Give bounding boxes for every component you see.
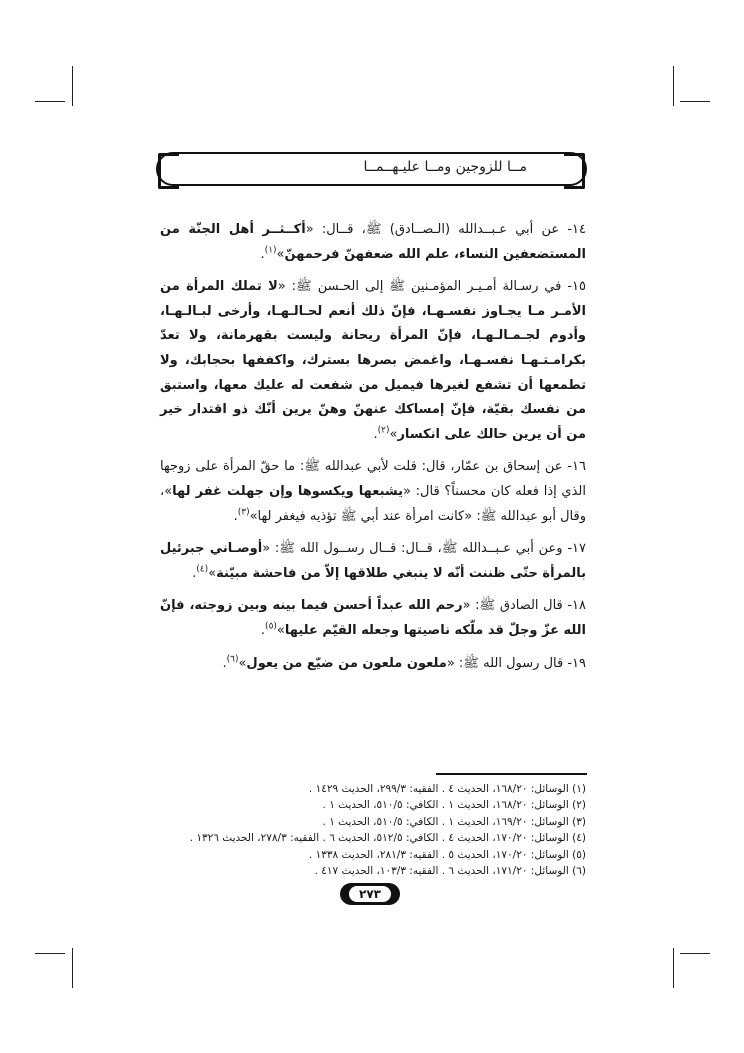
footnote-ref: (٣) xyxy=(237,507,250,518)
hadith-paragraph xyxy=(160,275,586,447)
hadith-quote: أوصـاني جبرئيل بالمرأة حتّى ظننت أنّه لا ينبغي طلاقها إلاّ من فاحشة مبيّنة xyxy=(160,541,586,581)
footnote-item: (٤) الوسائل: ١٧٠/٢٠، الحديث ٤ . الكافي: ٥١٢/٥، الحديث ٦ . الفقيه: ٢٧٨/٣، الحديث ١٣٢٦ . xyxy=(189,832,586,845)
hadith-tail: » xyxy=(276,622,285,638)
hadith-lead: قال الصادق ﷺ: « xyxy=(462,598,568,614)
hadith-end: . xyxy=(373,426,378,442)
footnote-item: (٥) الوسائل: ١٧٠/٢٠، الحديث ٥ . الفقيه: ٢٨١/٣، الحديث ١٣٣٨ . xyxy=(308,848,586,861)
hadith-lead: وعن أبي عـبــدالله ﷺ، قــال: قــال رســول الله ﷺ: « xyxy=(262,541,568,557)
hadith-lead: في رسـالة أمـيـر المؤمـنين ﷺ إلى الحـسن ﷺ: « xyxy=(277,279,568,295)
crop-mark xyxy=(72,66,73,106)
hadith-quote: يشبعها ويكسوها وإن جهلت غفر لها xyxy=(172,483,404,499)
hadith-end: . xyxy=(260,622,266,638)
hadith-lead: عن إسحاق بن عمّار، قال: قلت لأبي عبدالله ﷺ: ما حقّ المرأة على زوجها الذي إذا فعله كان محسناً؟ قال: « xyxy=(160,459,587,499)
footnote-ref: (٦) xyxy=(226,654,239,665)
hadith-quote: لا تملك المرأة من الأمـر مـا يجـاوز نفسـهـا، فإنّ ذلك أنعم لحـالـهـا، وأرخى لبـالـهـا، وأدوم لجـمـالـهـا، فإنّ المرأة ريحانة وليست بقهرمانة، ولا تعدّ بكرامـتـهـا نفسـهـا، واغمض بصرها بسترك، واكففها بحجابك، ولا تطمعها أن تشفع لغيرها فيميل من شفعت له عليك معها، واستبق من نفسك بقيّة، فإنّ إمساكك عنهنّ وهنّ يرين أنّك ذو اقتدار خير من أن يرين حالك على انكسار xyxy=(160,279,586,442)
page-number-badge xyxy=(340,883,400,905)
body-text xyxy=(160,218,586,684)
footnote-item: (٦) الوسائل: ١٧١/٢٠، الحديث ٦ . الفقيه: ١٠٣/٣، الحديث ٤١٧ . xyxy=(314,865,586,878)
hadith-tail: » xyxy=(208,565,217,581)
footnote-ref: (٥) xyxy=(265,621,277,632)
hadith-paragraph xyxy=(160,652,586,677)
hadith-number: ١٥- xyxy=(567,279,586,295)
hadith-quote: أكــثــر أهل الجنّة من المستضعفين النساء، علم الله ضعفهنّ فرحمهنّ xyxy=(160,222,586,262)
hadith-lead: عن أبي عـبــدالله (الـصــادق) ﷺ، قــال: « xyxy=(305,222,568,237)
footnote-ref: (١) xyxy=(264,245,277,256)
hadith-paragraph xyxy=(160,537,586,586)
header-title: مــا للزوجين ومــا عليـهــمــا xyxy=(363,159,527,175)
hadith-paragraph xyxy=(160,218,586,267)
crop-mark xyxy=(680,953,710,954)
hadith-number: ١٩- xyxy=(567,655,586,671)
header-bracket-left xyxy=(158,153,179,189)
hadith-lead: قال رسول الله ﷺ: « xyxy=(446,655,568,671)
crop-mark xyxy=(72,948,73,988)
footnote-ref: (٤) xyxy=(196,564,209,575)
running-header xyxy=(156,152,587,186)
hadith-tail: » xyxy=(276,246,285,262)
hadith-paragraph xyxy=(160,594,586,643)
hadith-paragraph xyxy=(160,455,586,529)
hadith-end: . xyxy=(260,246,265,262)
footnote-ref: (٢) xyxy=(377,425,390,436)
hadith-tail: » xyxy=(389,426,398,442)
hadith-number: ١٨- xyxy=(567,598,587,614)
hadith-tail: » xyxy=(238,655,247,671)
hadith-end: . xyxy=(233,508,238,524)
footnote-item: (٣) الوسائل: ١٦٩/٢٠، الحديث ١ . الكافي: ٥١٠/٥، الحديث ١ . xyxy=(322,815,586,828)
footnote-divider xyxy=(436,773,587,775)
hadith-number: ١٤- xyxy=(567,222,586,237)
crop-mark xyxy=(35,953,65,954)
hadith-end: . xyxy=(192,565,197,581)
crop-mark xyxy=(680,101,710,102)
crop-mark xyxy=(673,948,674,988)
crop-mark xyxy=(673,66,674,106)
hadith-number: ١٦- xyxy=(567,459,586,475)
hadith-quote: ملعون ملعون من ضيّع من يعول xyxy=(246,655,447,671)
header-bracket-right xyxy=(564,153,585,189)
hadith-quote: رحم الله عبداً أحسن فيما بينه وبين زوجته، فإنّ الله عزّ وجلّ قد ملّكه ناصيتها وجعله القيّم عليها xyxy=(160,598,586,638)
page-number: ٢٧٣ xyxy=(359,887,381,901)
footnote-item: (١) الوسائل: ١٦٨/٢٠، الحديث ٤ . الفقيه: ٢٩٩/٣، الحديث ١٤٢٩ . xyxy=(308,783,586,795)
footnote-item: (٢) الوسائل: ١٦٨/٢٠، الحديث ١ . الكافي: ٥١٠/٥، الحديث ١ . xyxy=(322,799,586,812)
crop-mark xyxy=(35,101,65,102)
footnotes xyxy=(160,781,586,879)
hadith-tail: »، وقال أبو عبدالله ﷺ: «كانت امرأة عند أبي ﷺ تؤذيه فيغفر لها» xyxy=(160,483,586,524)
hadith-number: ١٧- xyxy=(567,541,586,557)
hadith-end: . xyxy=(222,655,227,671)
